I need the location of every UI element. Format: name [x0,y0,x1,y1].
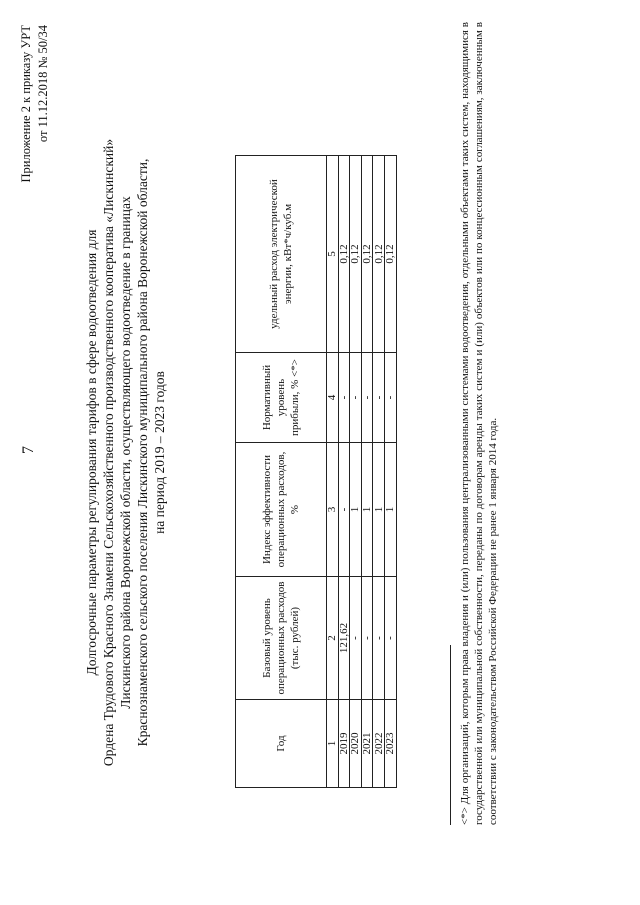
document-title [83,0,168,905]
title-line: Краснознаменского сельского поселения Лискинского муниципального района Воронежской области, [135,158,150,747]
header-efficiency-index: Индекс эффективности операционных расходов, % [236,443,327,577]
header-year: Год [236,700,327,788]
table-cell: 2021 [361,700,373,788]
table-cell: - [338,353,350,443]
table-cell: 1 [350,443,362,577]
footnote-divider [450,645,451,825]
appendix-reference [18,25,52,215]
table-cell: - [384,577,396,700]
page-number: 7 [20,446,37,454]
table-cell: - [350,353,362,443]
table-cell: - [361,353,373,443]
table-row [350,156,362,788]
table-cell: 0,12 [373,156,385,353]
table-cell: 2 [327,577,339,700]
table-cell: 1 [327,700,339,788]
table-numbering-row [327,156,339,788]
table-cell: 1 [361,443,373,577]
table-cell: - [350,577,362,700]
appendix-line: от 11.12.2018 № 50/34 [36,25,50,143]
title-line: Лискинского района Воронежской области, осуществляющего водоотведение в границах [118,196,133,709]
table-cell: - [373,577,385,700]
header-profit-level: Нормативный уровень прибыли, % <*> [236,353,327,443]
table-row [361,156,373,788]
table-cell: 0,12 [384,156,396,353]
table-cell: 0,12 [361,156,373,353]
table-cell: - [338,443,350,577]
table-cell: - [373,353,385,443]
title-line: Ордена Трудового Красного Знамени Сельскохозяйственного производственного кооператива «Лискинский» [101,138,116,767]
header-energy-consumption: удельный расход электрической энергии, кВт*ч/куб.м [236,156,327,353]
table-cell: 2022 [373,700,385,788]
table-cell: 5 [327,156,339,353]
title-line: Долгосрочные параметры регулирования тарифов в сфере водоотведения для [84,229,99,676]
table-row [373,156,385,788]
table-cell: 4 [327,353,339,443]
table-cell: 1 [384,443,396,577]
appendix-line: Приложение 2 к приказу УРТ [19,25,33,183]
header-base-opex: Базовый уровень операционных расходов (тыс. рублей) [236,577,327,700]
table-row [384,156,396,788]
table-cell: 0,12 [350,156,362,353]
table-cell: 2020 [350,700,362,788]
table-row [338,156,350,788]
parameters-table [235,155,397,788]
table-cell: 121,62 [338,577,350,700]
footnote: <*> Для организаций, которым права владения и (или) пользования централизованными системами водоотведения, отдельными объектами таких систем, находящимися в государственной или муниципальной собственности, переданы по договорам аренды таких систем и (или) объектов или по концессионным соглашениям, заключенным в соответствии с законодательством Российской Федерации не ранее 1 января 2014 года. [459,22,499,825]
title-line: на период 2019 – 2023 годов [152,371,167,534]
table-cell: 1 [373,443,385,577]
table-cell: 2019 [338,700,350,788]
table-cell: - [361,577,373,700]
table-header-row [236,156,327,788]
table-cell: 3 [327,443,339,577]
table-cell: 2023 [384,700,396,788]
table-cell: 0,12 [338,156,350,353]
table-cell: - [384,353,396,443]
